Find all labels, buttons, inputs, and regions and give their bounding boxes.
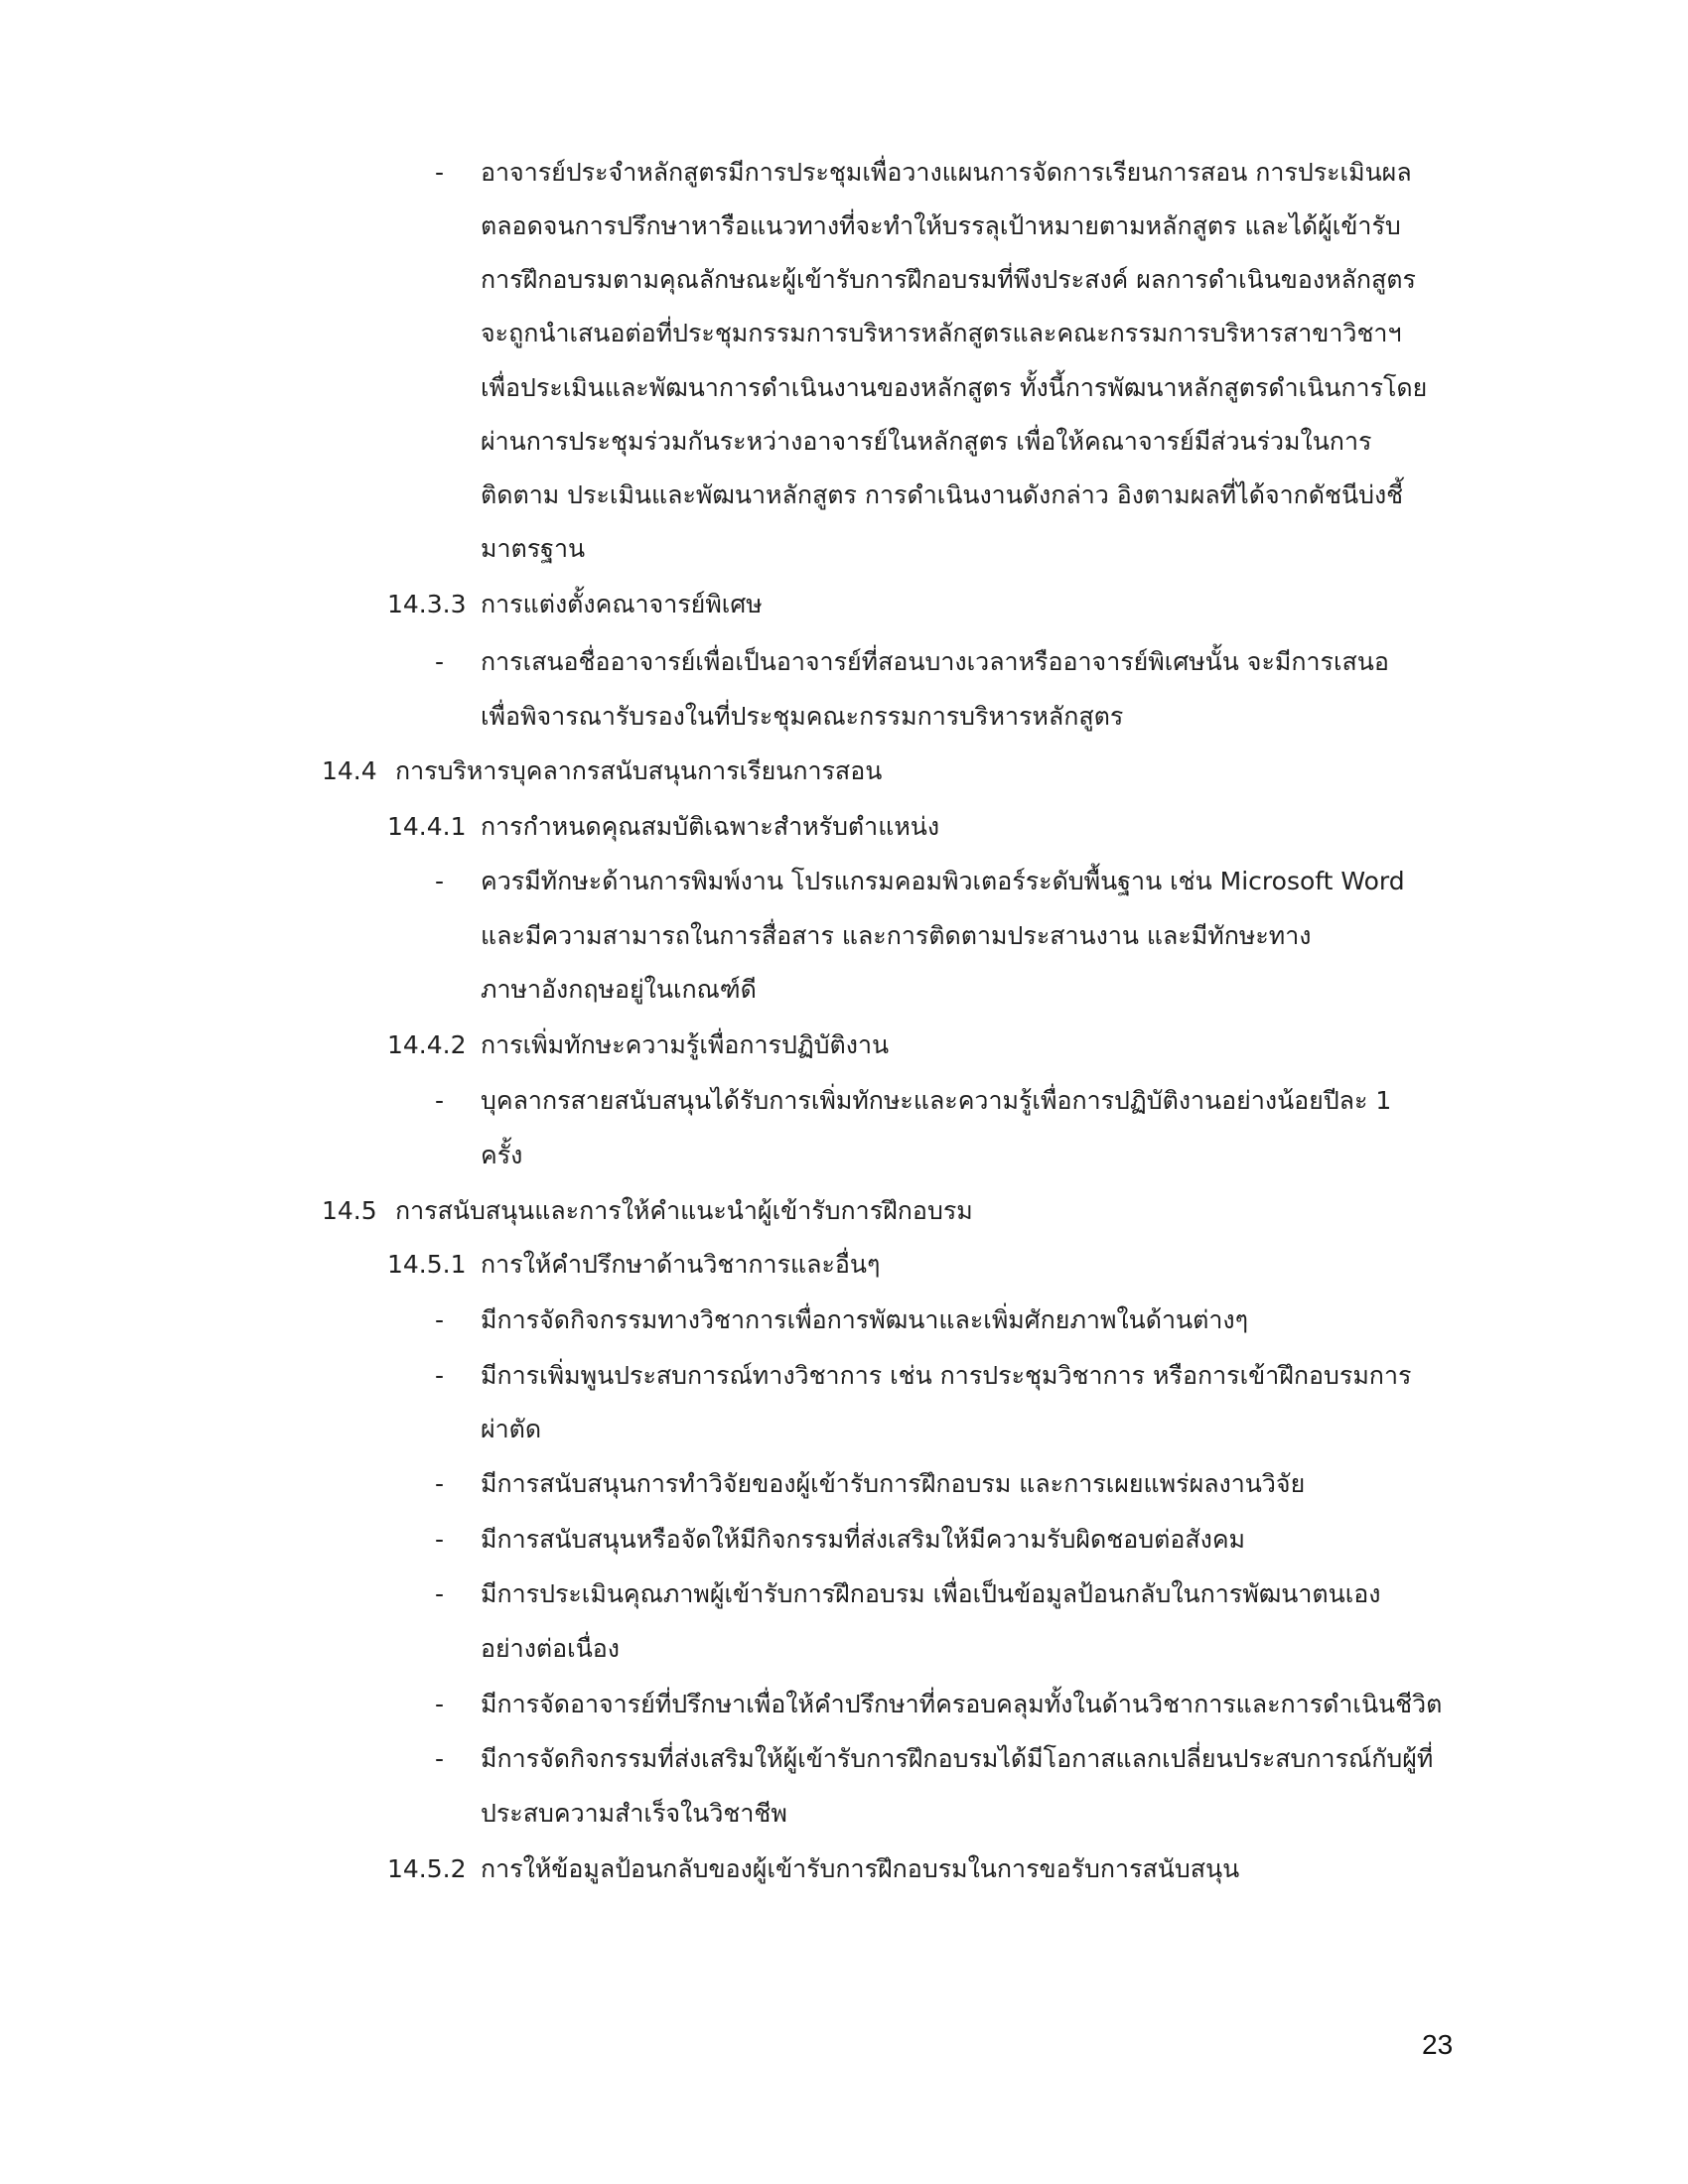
list-item: มีการสนับสนุนหรือจัดให้มีกิจกรรมที่ส่งเสริมให้มีความรับผิดชอบต่อสังคม <box>481 1525 1246 1554</box>
section-number: 14.5.2 <box>387 1854 467 1883</box>
paragraph-line: การเสนอชื่ออาจารย์เพื่อเป็นอาจารย์ที่สอนบางเวลาหรืออาจารย์พิเศษนั้น จะมีการเสนอ <box>481 647 1389 676</box>
paragraph-line: เพื่อพิจารณารับรองในที่ประชุมคณะกรรมการบริหารหลักสูตร <box>481 702 1124 731</box>
section-number: 14.3.3 <box>387 590 467 618</box>
list-item: มีการประเมินคุณภาพผู้เข้ารับการฝึกอบรม เพื่อเป็นข้อมูลป้อนกลับในการพัฒนาตนเอง <box>481 1579 1381 1608</box>
list-item: มีการจัดกิจกรรมที่ส่งเสริมให้ผู้เข้ารับการฝึกอบรมได้มีโอกาสแลกเปลี่ยนประสบการณ์กับผู้ที่ <box>481 1744 1434 1773</box>
paragraph-line: เพื่อประเมินและพัฒนาการดำเนินงานของหลักสูตร ทั้งนี้การพัฒนาหลักสูตรดำเนินการโดย <box>481 373 1428 402</box>
paragraph-line: การฝึกอบรมตามคุณลักษณะผู้เข้ารับการฝึกอบรมที่พึงประสงค์ ผลการดำเนินของหลักสูตร <box>481 265 1416 294</box>
section-number: 14.4.1 <box>387 812 467 841</box>
section-heading: การให้ข้อมูลป้อนกลับของผู้เข้ารับการฝึกอบรมในการขอรับการสนับสนุน <box>481 1854 1240 1883</box>
paragraph-line: ผ่านการประชุมร่วมกันระหว่างอาจารย์ในหลักสูตร เพื่อให้คณาจารย์มีส่วนร่วมในการ <box>481 427 1372 456</box>
bullet-dash: - <box>435 1305 445 1334</box>
list-item: มีการจัดกิจกรรมทางวิชาการเพื่อการพัฒนาและเพิ่มศักยภาพในด้านต่างๆ <box>481 1305 1249 1334</box>
paragraph-line: และมีความสามารถในการสื่อสาร และการติดตามประสานงาน และมีทักษะทาง <box>481 921 1312 950</box>
bullet-dash: - <box>435 647 445 676</box>
list-item: มีการจัดอาจารย์ที่ปรึกษาเพื่อให้คำปรึกษาที่ครอบคลุมทั้งในด้านวิชาการและการดำเนินชีวิต <box>481 1690 1443 1718</box>
page-number: 23 <box>1422 2029 1454 2060</box>
paragraph-line: บุคลากรสายสนับสนุนได้รับการเพิ่มทักษะและความรู้เพื่อการปฏิบัติงานอย่างน้อยปีละ 1 <box>481 1086 1392 1115</box>
section-number: 14.4.2 <box>387 1030 467 1059</box>
section-heading: การบริหารบุคลากรสนับสนุนการเรียนการสอน <box>395 756 883 785</box>
paragraph-line: ติดตาม ประเมินและพัฒนาหลักสูตร การดำเนินงานดังกล่าว อิงตามผลที่ได้จากดัชนีบ่งชี้ <box>481 480 1404 509</box>
section-heading: การสนับสนุนและการให้คำแนะนำผู้เข้ารับการฝึกอบรม <box>395 1196 973 1225</box>
bullet-dash: - <box>435 1744 445 1773</box>
list-item-continuation: ประสบความสำเร็จในวิชาชีพ <box>481 1799 787 1828</box>
section-number: 14.5 <box>322 1196 377 1225</box>
bullet-dash: - <box>435 1361 445 1390</box>
paragraph-line: ภาษาอังกฤษอยู่ในเกณฑ์ดี <box>481 975 757 1004</box>
paragraph-line: ตลอดจนการปรึกษาหารือแนวทางที่จะทำให้บรรลุเป้าหมายตามหลักสูตร และได้ผู้เข้ารับ <box>481 211 1401 240</box>
section-number: 14.4 <box>322 756 377 785</box>
paragraph-line: อาจารย์ประจำหลักสูตรมีการประชุมเพื่อวางแผนการจัดการเรียนการสอน การประเมินผล <box>481 158 1412 187</box>
bullet-dash: - <box>435 1086 445 1115</box>
section-heading: การกำหนดคุณสมบัติเฉพาะสำหรับตำแหน่ง <box>481 812 940 841</box>
section-number: 14.5.1 <box>387 1250 467 1279</box>
bullet-dash: - <box>435 1579 445 1608</box>
paragraph-line: มาตรฐาน <box>481 534 586 563</box>
section-heading: การให้คำปรึกษาด้านวิชาการและอื่นๆ <box>481 1250 881 1279</box>
bullet-dash: - <box>435 1690 445 1718</box>
list-item-continuation: อย่างต่อเนื่อง <box>481 1634 621 1663</box>
paragraph-line: ครั้ง <box>481 1141 523 1169</box>
paragraph-line: จะถูกนำเสนอต่อที่ประชุมกรรมการบริหารหลักสูตรและคณะกรรมการบริหารสาขาวิชาฯ <box>481 319 1402 347</box>
bullet-dash: - <box>435 867 445 895</box>
bullet-dash: - <box>435 158 445 187</box>
section-heading: การเพิ่มทักษะความรู้เพื่อการปฏิบัติงาน <box>481 1030 890 1059</box>
bullet-dash: - <box>435 1469 445 1498</box>
list-item-continuation: ผ่าตัด <box>481 1415 542 1443</box>
section-heading: การแต่งตั้งคณาจารย์พิเศษ <box>481 590 763 618</box>
paragraph-line: ควรมีทักษะด้านการพิมพ์งาน โปรแกรมคอมพิวเตอร์ระดับพื้นฐาน เช่น Microsoft Word <box>481 867 1405 895</box>
bullet-dash: - <box>435 1525 445 1554</box>
list-item: มีการเพิ่มพูนประสบการณ์ทางวิชาการ เช่น การประชุมวิชาการ หรือการเข้าฝึกอบรมการ <box>481 1361 1412 1390</box>
list-item: มีการสนับสนุนการทำวิจัยของผู้เข้ารับการฝึกอบรม และการเผยแพร่ผลงานวิจัย <box>481 1469 1306 1498</box>
